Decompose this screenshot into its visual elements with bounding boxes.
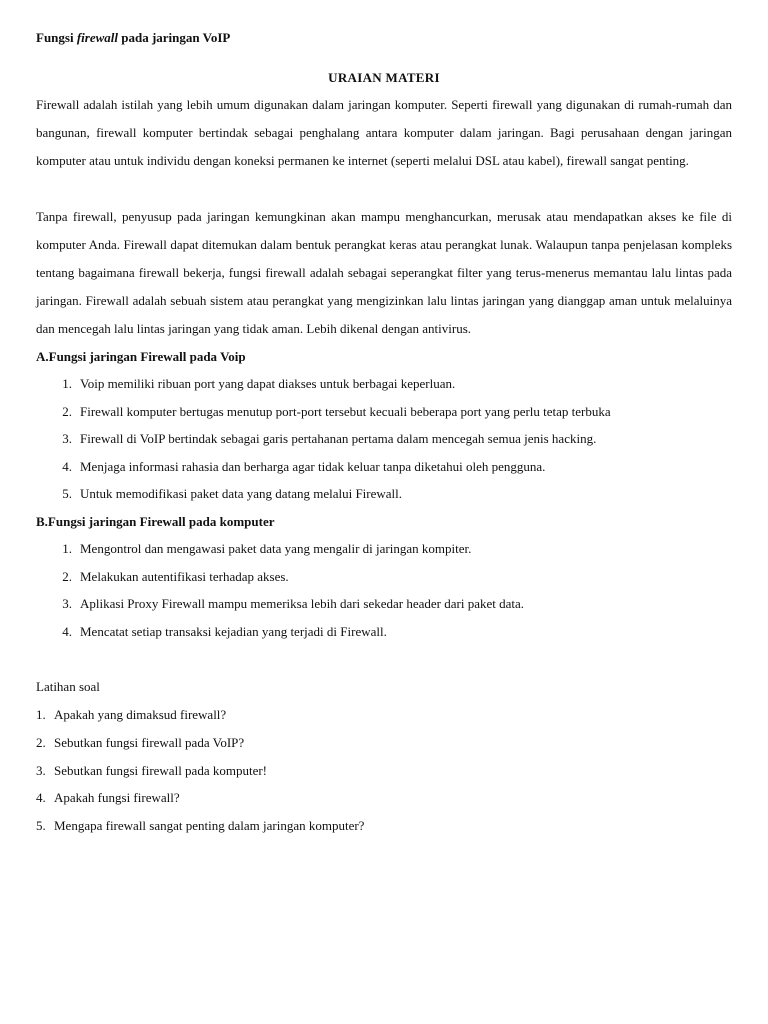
list-item (36, 729, 732, 757)
list-item-text: Menjaga informasi rahasia dan berharga agar tidak keluar tanpa diketahui oleh pengguna. (80, 458, 546, 474)
list-item (36, 535, 732, 563)
list-item-number: 4. (36, 790, 46, 806)
list-item-number: 4. (62, 458, 72, 474)
section-a-heading: A.Fungsi jaringan Firewall pada Voip (36, 349, 246, 364)
list-item-number: 3. (62, 431, 72, 447)
list-item-text: Aplikasi Proxy Firewall mampu memeriksa lebih dari sekedar header dari paket data. (80, 596, 525, 612)
section-heading-uraian-materi: URAIAN MATERI (328, 70, 440, 85)
list-item (36, 398, 732, 426)
paragraph-tanpa-firewall: Tanpa firewall, penyusup pada jaringan kemungkinan akan mampu menghancurkan, merusak atau mendapatkan akses ke file di komputer Anda. Firewall dapat ditemukan dalam bentuk perangkat keras atau perangkat lunak. Walaupun tanpa penjelasan kompleks tentang bagaimana firewall bekerja, fungsi firewall adalah sebagai seperangkat filter yang terus-menerus memantau lalu lintas pada jaringan. Firewall adalah sebuah sistem atau perangkat yang mengizinkan lalu lintas jaringan yang dianggap aman untuk melaluinya dan mencegah lalu lintas jaringan yang tidak aman. Lebih dikenal dengan antivirus. (36, 209, 732, 336)
list-item-text: Untuk memodifikasi paket data yang datang melalui Firewall. (80, 486, 403, 502)
list-item (36, 757, 732, 785)
section-b-list (36, 535, 732, 645)
list-item-number: 3. (36, 762, 46, 778)
list-item-number: 2. (62, 403, 72, 419)
list-item-text: Mengapa firewall sangat penting dalam jaringan komputer? (54, 817, 365, 833)
list-item-text: Apakah fungsi firewall? (54, 790, 180, 806)
list-item-text: Melakukan autentifikasi terhadap akses. (80, 568, 289, 584)
list-item-text: Voip memiliki ribuan port yang dapat diakses untuk berbagai keperluan. (80, 376, 456, 391)
list-item (36, 425, 732, 453)
list-item-number: 2. (36, 734, 46, 750)
list-item (36, 480, 732, 508)
list-item-number: 1. (62, 540, 72, 556)
document-title-italic: firewall (76, 30, 118, 45)
list-item-text: Mengontrol dan mengawasi paket data yang mengalir di jaringan kompiter. (80, 540, 472, 556)
document-title-suffix: pada jaringan VoIP (118, 30, 231, 45)
list-item-number: 5. (36, 817, 46, 833)
list-item (36, 812, 732, 840)
document-title-prefix: Fungsi (36, 30, 77, 45)
list-item-number: 3. (62, 596, 72, 612)
list-item-number: 5. (62, 486, 72, 502)
document-title (36, 29, 732, 47)
list-item-text: Mencatat setiap transaksi kejadian yang terjadi di Firewall. (80, 623, 387, 639)
list-item (36, 453, 732, 481)
list-item-text: Sebutkan fungsi firewall pada VoIP? (54, 734, 245, 750)
paragraph-intro: Firewall adalah istilah yang lebih umum digunakan dalam jaringan komputer. Seperti firewall yang digunakan di rumah-rumah dan bangunan, firewall komputer bertindak sebagai penghalang antara komputer dalam jaringan. Bagi perusahaan dengan jaringan komputer atau untuk individu dengan koneksi permanen ke internet (seperti melalui DSL atau kabel), firewall sangat penting. (36, 97, 732, 168)
latihan-heading: Latihan soal (36, 679, 100, 695)
section-a-list (36, 370, 732, 508)
list-item-number: 1. (62, 376, 72, 391)
list-item (36, 618, 732, 646)
list-item (36, 370, 732, 398)
list-item-text: Apakah yang dimaksud firewall? (54, 707, 227, 723)
list-item-text: Firewall di VoIP bertindak sebagai garis pertahanan pertama dalam mencegah semua jenis hacking. (80, 431, 597, 447)
list-item-text: Firewall komputer bertugas menutup port-port tersebut kecuali beberapa port yang perlu tetap terbuka (80, 403, 611, 419)
list-item (36, 590, 732, 618)
list-item-text: Sebutkan fungsi firewall pada komputer! (54, 762, 267, 778)
list-item-number: 4. (62, 623, 72, 639)
latihan-list (36, 701, 732, 839)
list-item (36, 701, 732, 729)
section-b-heading: B.Fungsi jaringan Firewall pada komputer (36, 513, 275, 529)
list-item-number: 2. (62, 568, 72, 584)
list-item (36, 563, 732, 591)
list-item (36, 784, 732, 812)
list-item-number: 1. (36, 707, 46, 723)
